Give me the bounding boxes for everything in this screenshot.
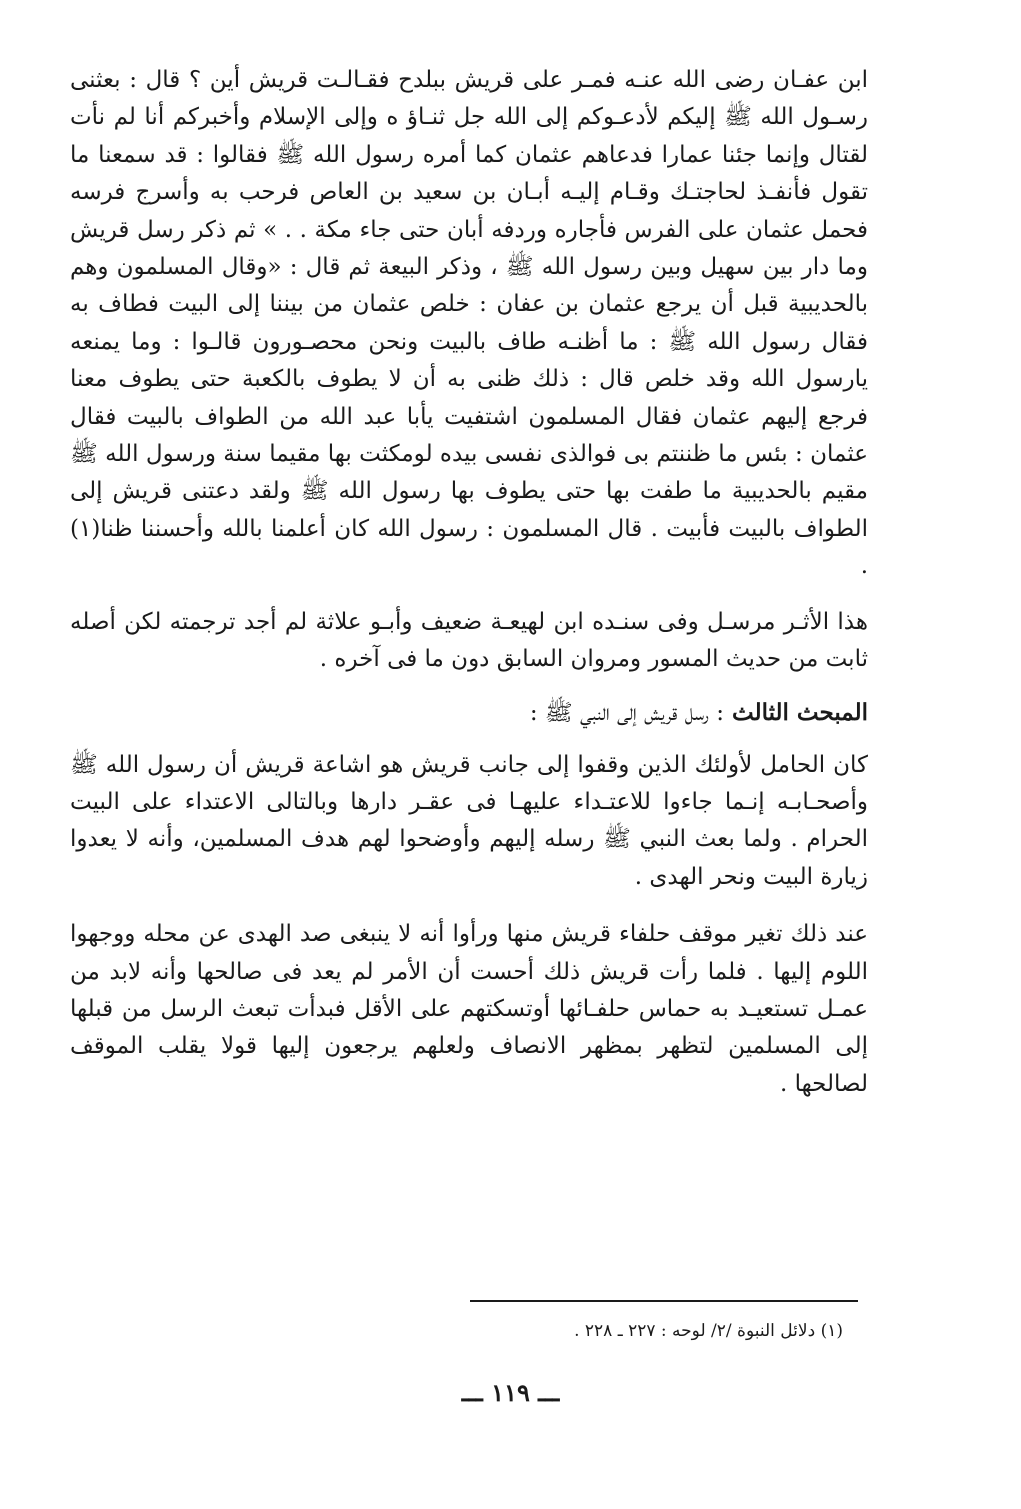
page-body	[70, 62, 868, 1103]
footnote: (١) دلائل النبوة /٢/ لوحه : ٢٢٧ ـ ٢٢٨ .	[574, 1321, 843, 1341]
paragraph-isnad-note: هذا الأثـر مرسـل وفى سنـده ابن لهيعـة ضعيف وأبـو علاثة لم أجد ترجمته لكن أصله ثابت من حديث المسور ومروان السابق دون ما فى آخره .	[70, 608, 868, 673]
paragraph-hadith: ابن عفـان رضى الله عنـه فمـر على قريش ببلدح فقـالـت قريش أين ؟ قال : بعثنى رسـول الله ﷺ إليكم لأدعـوكم إلى الله جل ثنـاؤ ه وإلى الإسلام وأخبركم أنا لم نأت لقتال وإنما جئنا عمارا فدعاهم عثمان كما أمره رسول الله ﷺ فقالوا : قد سمعنا ما تقول فأنفـذ لحاجتـك وقـام إليـه أبـان بن سعيد بن العاص فرحب به وأسرج فرسه فحمل عثمان على الفرس فأجاره وردفه أبان حتى جاء مكة . . » ثم ذكر رسل قريش وما دار بين سهيل وبين رسول الله ﷺ ، وذكر البيعة ثم قال : «وقال المسلمون وهم بالحديبية قبل أن يرجع عثمان بن عفان : خلص عثمان من بيننا إلى البيت فطاف به فقال رسول الله ﷺ : ما أظنـه طاف بالبيت ونحن محصـورون قالـوا : وما يمنعه يارسول الله وقد خلص قال : ذلك ظنى به أن لا يطوف بالكعبة حتى يطوف معنا فرجع إليهم عثمان فقال المسلمون اشتفيت يأبا عبد الله من الطواف بالبيت فقال عثمان : بئس ما ظننتم بى فوالذى نفسى بيده لومكثت بها مقيما سنة ورسول الله ﷺ مقيم بالحديبية ما طفت بها حتى يطوف بها رسول الله ﷺ ولقد دعتنى قريش إلى الطواف بالبيت فأبيت . قال المسلمون : رسول الله كان أعلمنا بالله وأحسننا ظنا(١) .	[70, 67, 868, 580]
section-heading	[70, 693, 868, 733]
section-heading-title: : رسل قريش إلى النبي ﷺ :	[529, 699, 724, 726]
paragraph-quraysh-allies: كان الحامل لأولئك الذين وقفوا إلى جانب قريش هو اشاعة قريش أن رسول الله ﷺ وأصحـابـه إنـما جاءوا للاعتـداء عليهـا فى عقـر دارها وبالتالى الاعتداء على البيت الحرام . ولما بعث النبي ﷺ رسله إليهم وأوضحوا لهم هدف المسلمين، وأنه لا يعدوا زيارة البيت ونحر الهدى .	[70, 751, 868, 890]
footnote-divider	[470, 1300, 858, 1302]
page-number: ـــ ١١٩ ـــ	[461, 1378, 560, 1407]
section-heading-label: المبحث الثالث	[731, 698, 868, 726]
paragraph-quraysh-envoys: عند ذلك تغير موقف حلفاء قريش منها ورأوا أنه لا ينبغى صد الهدى عن محله ووجهوا اللوم إليها . فلما رأت قريش ذلك أحست أن الأمر لم يعد فى صالحها وأنه لابد من عمـل تستعيـد به حماس حلفـائها أوتسكتهم على الأقل فبدأت تبعث الرسل من قبلها إلى المسلمين لتظهر بمظهر الانصاف ولعلهم يرجعون إليها قولا يقلب الموقف لصالحها .	[70, 921, 868, 1097]
